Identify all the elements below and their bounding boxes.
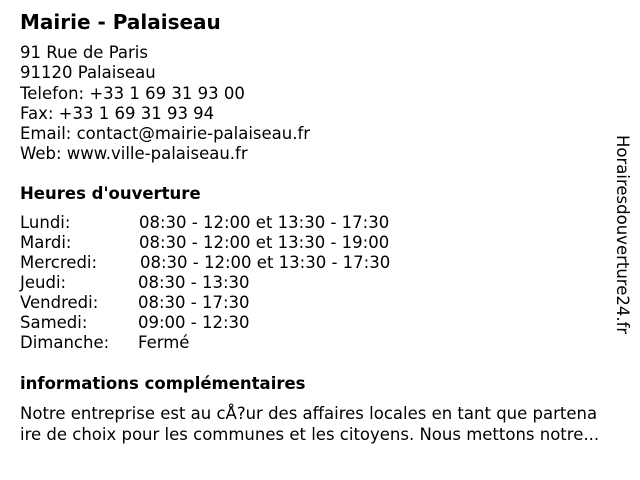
website-address: Web: www.ville-palaiseau.fr	[20, 144, 248, 164]
info-text-line: ire de choix pour les communes et les citoyens. Nous mettons notre...	[20, 425, 600, 444]
site-watermark-label: Horairesdouverture24.fr	[613, 135, 632, 335]
opening-hours-heading: Heures d'ouverture	[20, 184, 201, 203]
day-label: Jeudi:	[20, 273, 67, 292]
time-range: 09:00 - 12:30	[138, 313, 250, 332]
time-range: 08:30 - 17:30	[138, 293, 250, 312]
time-range: 08:30 - 12:00 et 13:30 - 19:00	[139, 233, 390, 252]
day-label: Samedi:	[20, 313, 88, 332]
time-range: 08:30 - 12:00 et 13:30 - 17:30	[139, 213, 390, 232]
time-range: 08:30 - 13:30	[138, 273, 250, 292]
day-label: Lundi:	[20, 213, 71, 232]
additional-info-heading: informations complémentaires	[20, 374, 306, 393]
time-range: 08:30 - 12:00 et 13:30 - 17:30	[140, 253, 391, 272]
additional-info-text	[20, 403, 632, 445]
info-text-line: Notre entreprise est au cÅ?ur des affaires locales en tant que partena	[20, 404, 598, 423]
day-label: Dimanche:	[20, 333, 110, 352]
street-address: 91 Rue de Paris	[20, 43, 148, 62]
day-label: Mardi:	[20, 233, 72, 252]
page-title: Mairie - Palaiseau	[20, 10, 221, 34]
city-postal-code: 91120 Palaiseau	[20, 63, 156, 83]
day-label: Mercredi:	[20, 253, 98, 272]
email-address: Email: contact@mairie-palaiseau.fr	[20, 124, 311, 144]
time-range: Fermé	[138, 333, 190, 352]
day-label: Vendredi:	[20, 293, 99, 312]
phone-number: Telefon: +33 1 69 31 93 00	[20, 83, 245, 103]
contact-block	[20, 43, 310, 165]
fax-number: Fax: +33 1 69 31 93 94	[20, 103, 215, 123]
